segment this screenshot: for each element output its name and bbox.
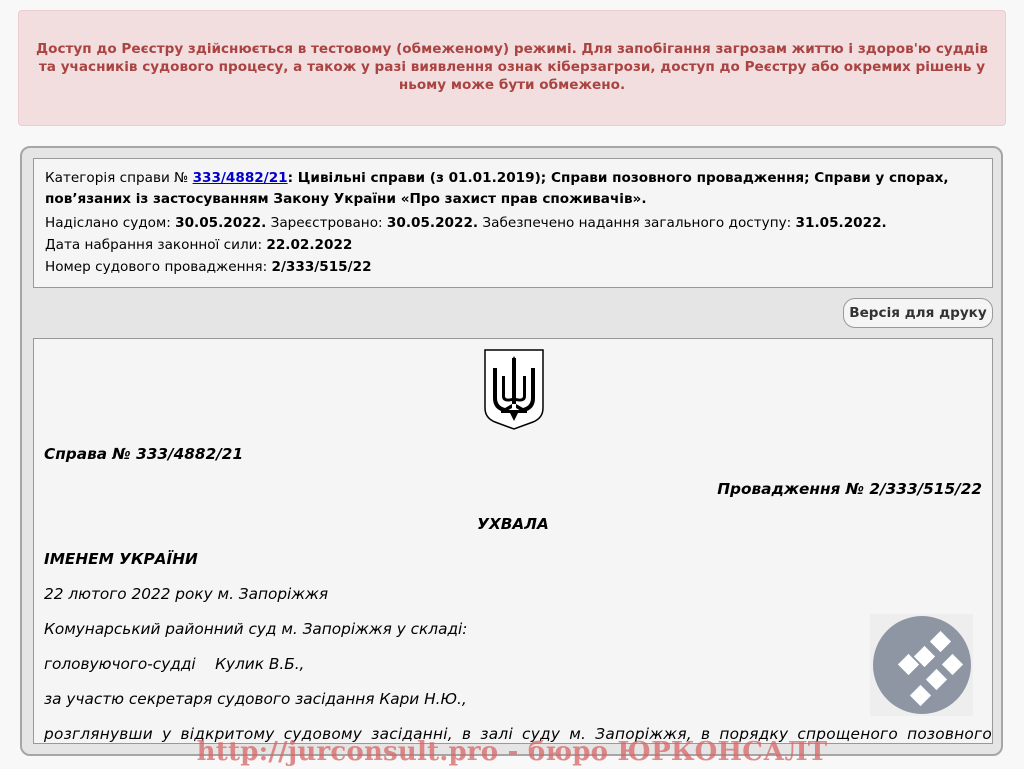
- date-place-line: 22 лютого 2022 року м. Запоріжжя: [44, 585, 329, 603]
- court-line: Комунарський районний суд м. Запоріжжя у складі:: [44, 620, 468, 638]
- watermark-logo: [870, 614, 973, 716]
- in-the-name-of-ukraine: ІМЕНЕМ УКРАЇНИ: [44, 550, 198, 568]
- document-title: УХВАЛА: [477, 515, 549, 533]
- registered-date: 30.05.2022.: [386, 215, 479, 231]
- case-dates-row: Надіслано судом: 30.05.2022. Зареєстровано: 30.05.2022. Забезпечено надання загального доступу: 31.05.2022.: [45, 215, 887, 231]
- effective-date-row: Дата набрання законної сили: 22.02.2022: [45, 237, 353, 253]
- secretary-line: за участю секретаря судового засідання Кари Н.Ю.,: [44, 690, 467, 708]
- coat-of-arms-icon: [483, 348, 545, 430]
- judge-line: головуючого-судді Кулик В.Б.,: [44, 655, 305, 673]
- case-number-link[interactable]: 333/4882/21: [192, 170, 288, 186]
- access-notice-banner: [18, 10, 1006, 126]
- proceeding-number-heading: Провадження № 2/333/515/22: [717, 480, 982, 498]
- print-version-button[interactable]: Версія для друку: [843, 298, 993, 328]
- proceeding-number-row: Номер судового провадження: 2/333/515/22: [45, 259, 372, 275]
- case-category-value: : Цивільні справи (з 01.01.2019); Справи позовного провадження; Справи у спорах, пов’язаних із застосуванням Закону України «Про захист прав споживачів».: [45, 170, 949, 207]
- considered-line: розглянувши у відкритому судовому засіданні, в залі суду м. Запоріжжя, в порядку спрощеного позовного: [44, 725, 992, 743]
- access-date: 31.05.2022.: [795, 215, 887, 231]
- document-text-area[interactable]: [33, 338, 993, 744]
- case-number-heading: Справа № 333/4882/21: [44, 445, 244, 463]
- puzzle-logo-icon: [870, 614, 973, 716]
- access-notice-text: Доступ до Реєстру здійснюється в тестовому (обмеженому) режимі. Для запобігання загрозам життю і здоров'ю суддів та учасників судового процесу, а також у разі виявлення ознак кіберзагрози, доступ до Реєстру або окремих рішень у ньому може бути обмежено.: [36, 41, 988, 93]
- watermark-url: http://jurconsult.pro - бюро ЮРКОНСАЛТ: [196, 737, 828, 767]
- sent-date: 30.05.2022.: [175, 215, 267, 231]
- case-category-row: Категорія справи № 333/4882/21: Цивільні справи (з 01.01.2019); Справи позовного провадження; Справи у спорах, пов’язаних із застосуванням Закону України «Про захист прав споживачів».: [45, 170, 949, 207]
- proceeding-number: 2/333/515/22: [271, 259, 372, 275]
- effective-date: 22.02.2022: [266, 237, 353, 253]
- case-info-box: [33, 158, 993, 288]
- decision-panel: [20, 146, 1003, 756]
